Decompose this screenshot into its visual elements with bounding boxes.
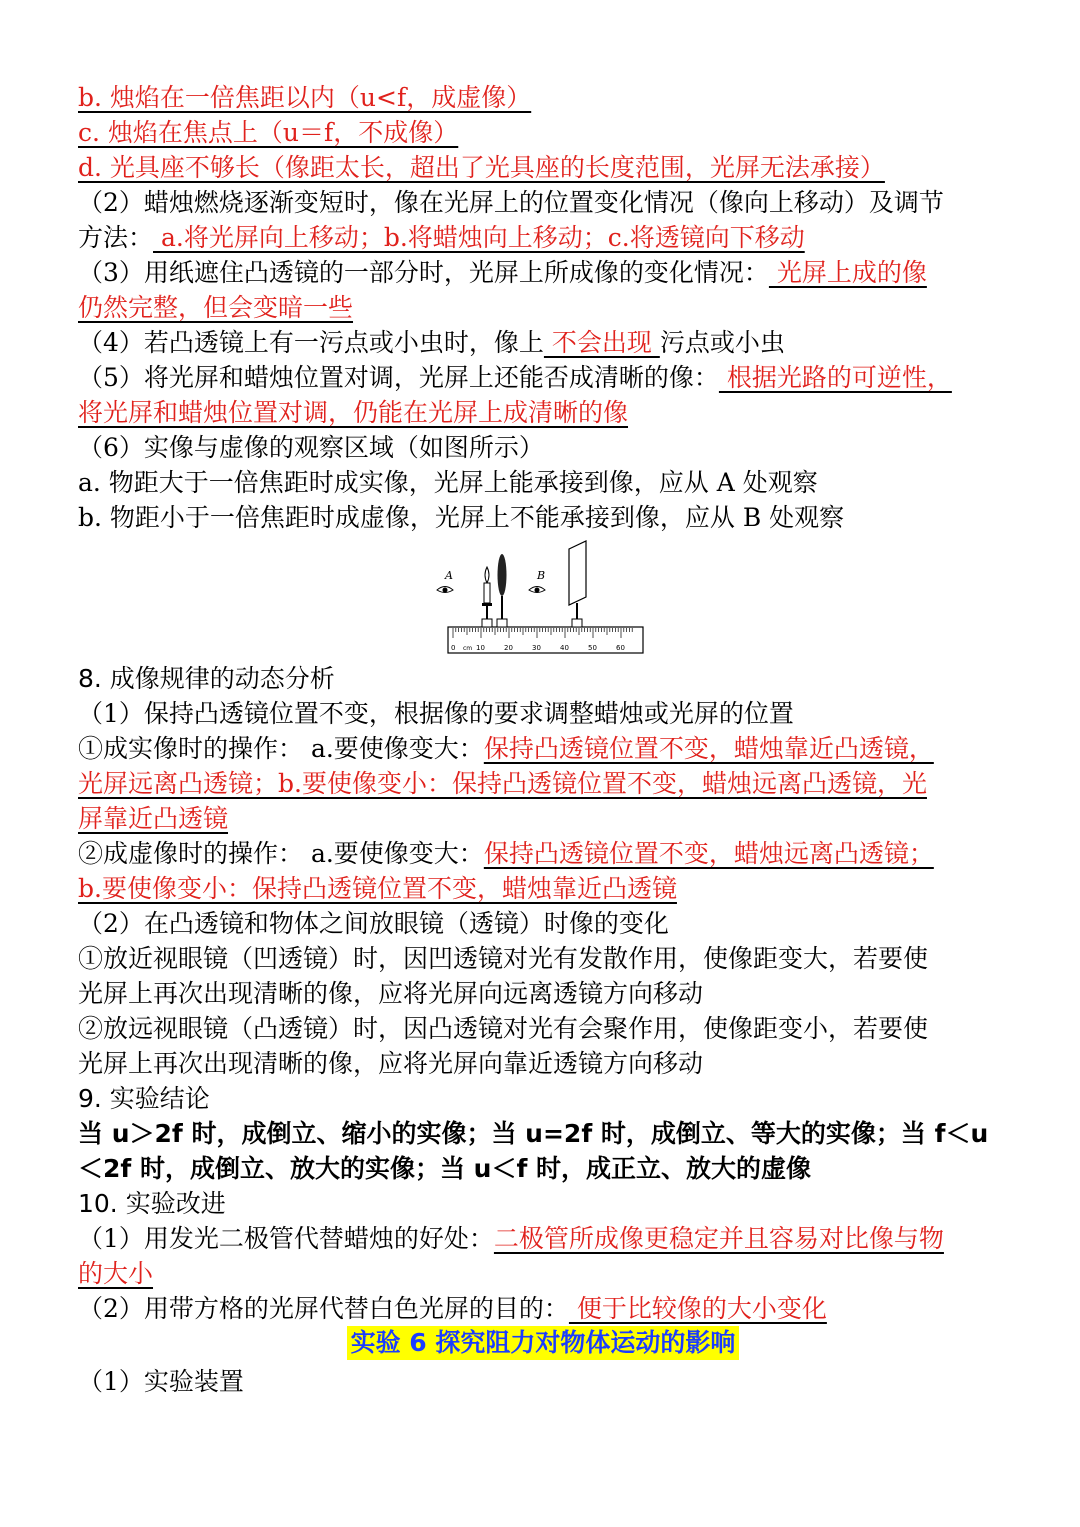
line-4 [78, 185, 1008, 220]
answer-text: 仍然完整，但会变暗一些 [78, 293, 354, 322]
tick-label: 50 [588, 644, 597, 652]
line-19 [78, 836, 1008, 871]
optical-bench-diagram [433, 539, 653, 657]
tick-label: 0 [451, 644, 456, 652]
body-text: a. 物距大于一倍焦距时成实像，光屏上能承接到像，应从 A 处观察 [78, 468, 818, 497]
tick-label: cm [463, 645, 473, 652]
line-13 [78, 500, 1008, 535]
line-17 [78, 766, 1008, 801]
line-27 [78, 1116, 1008, 1151]
answer-text: 便于比较像的大小变化 [568, 1294, 827, 1323]
flame-icon [485, 567, 489, 583]
experiment-title-row [78, 1326, 1008, 1364]
line-14 [78, 661, 1008, 696]
tick-label: 20 [504, 644, 513, 652]
tick-label: 60 [616, 644, 625, 652]
section-heading: 8. 成像规律的动态分析 [78, 664, 335, 693]
body-text: 污点或小虫 [659, 328, 785, 357]
candle [484, 583, 490, 603]
line-9 [78, 360, 1008, 395]
body-text: ②放远视眼镜（凸透镜）时，因凸透镜对光有会聚作用，使像距变小，若要使 [78, 1014, 929, 1043]
line-28 [78, 1151, 1008, 1186]
answer-text: b. 烛焰在一倍焦距以内（u<f，成虚像） [78, 83, 532, 112]
body-text: ①放近视眼镜（凹透镜）时，因凹透镜对光有发散作用，使像距变大，若要使 [78, 944, 929, 973]
label-b: B [537, 569, 546, 582]
light-screen [569, 541, 586, 605]
line-11 [78, 430, 1008, 465]
line-7 [78, 290, 1008, 325]
line-31 [78, 1256, 1008, 1291]
answer-text: 保持凸透镜位置不变，蜡烛靠近凸透镜， [483, 734, 934, 763]
answer-text: 屏靠近凸透镜 [78, 804, 229, 833]
line-23 [78, 976, 1008, 1011]
line-22 [78, 941, 1008, 976]
optical-bench-figure [78, 539, 1008, 659]
section-heading: 10. 实验改进 [78, 1189, 226, 1218]
answer-text: b.要使像变小：保持凸透镜位置不变，蜡烛靠近凸透镜 [78, 874, 677, 903]
answer-text: 光屏远离凸透镜；b.要使像变小：保持凸透镜位置不变，蜡烛远离凸透镜，光 [78, 769, 927, 798]
document-page [78, 80, 1008, 1399]
line-20 [78, 871, 1008, 906]
line-8 [78, 325, 1008, 360]
body-text: （2）在凸透镜和物体之间放眼镜（透镜）时像的变化 [78, 909, 669, 938]
conclusion-text: ＜2f 时，成倒立、放大的实像；当 u＜f 时，成正立、放大的虚像 [78, 1154, 812, 1183]
body-text: b. 物距小于一倍焦距时成虚像，光屏上不能承接到像，应从 B 处观察 [78, 503, 845, 532]
body-text: （2）蜡烛燃烧逐渐变短时，像在光屏上的位置变化情况（像向上移动）及调节 [78, 188, 944, 217]
line-25 [78, 1046, 1008, 1081]
line-18 [78, 801, 1008, 836]
label-a: A [445, 569, 453, 582]
tick-label: 10 [476, 644, 485, 652]
body-text: ①成实像时的操作： a.要使像变大： [78, 734, 484, 763]
answer-text: 光屏上成的像 [768, 258, 927, 287]
body-text: （1）用发光二极管代替蜡烛的好处： [78, 1224, 494, 1253]
body-text: 方法： [78, 223, 154, 252]
line-15 [78, 696, 1008, 731]
line-1 [78, 80, 1008, 115]
answer-text: 不会出现 [543, 328, 660, 357]
line-29 [78, 1186, 1008, 1221]
line-6 [78, 255, 1008, 290]
body-text: 光屏上再次出现清晰的像，应将光屏向靠近透镜方向移动 [78, 1049, 704, 1078]
section-heading: 9. 实验结论 [78, 1084, 210, 1113]
answer-text: 保持凸透镜位置不变，蜡烛远离凸透镜； [483, 839, 934, 868]
answer-text: a.将光屏向上移动；b.将蜡烛向上移动；c.将透镜向下移动 [153, 223, 805, 252]
line-10 [78, 395, 1008, 430]
answer-text: 的大小 [78, 1259, 154, 1288]
answer-text: c. 烛焰在焦点上（u＝f，不成像） [78, 118, 459, 147]
line-12 [78, 465, 1008, 500]
line-5 [78, 220, 1008, 255]
answer-text: 将光屏和蜡烛位置对调，仍能在光屏上成清晰的像 [78, 398, 629, 427]
line-26 [78, 1081, 1008, 1116]
convex-lens [498, 554, 507, 596]
tick-label: 40 [560, 644, 569, 652]
answer-text: 二极管所成像更稳定并且容易对比像与物 [493, 1224, 944, 1253]
body-text: （5）将光屏和蜡烛位置对调，光屏上还能否成清晰的像： [78, 363, 719, 392]
answer-text: d. 光具座不够长（像距太长，超出了光具座的长度范围，光屏无法承接） [78, 153, 885, 182]
line-24 [78, 1011, 1008, 1046]
line-21 [78, 906, 1008, 941]
body-text: （2）用带方格的光屏代替白色光屏的目的： [78, 1294, 569, 1323]
tick-label: 30 [532, 644, 541, 652]
body-text: （4）若凸透镜上有一污点或小虫时，像上 [78, 328, 544, 357]
body-text: （1）保持凸透镜位置不变，根据像的要求调整蜡烛或光屏的位置 [78, 699, 794, 728]
line-32 [78, 1291, 1008, 1326]
body-text: （1）实验装置 [78, 1367, 244, 1396]
body-text: ②成虚像时的操作： a.要使像变大： [78, 839, 484, 868]
line-30 [78, 1221, 1008, 1256]
experiment-title: 实验 6 探究阻力对物体运动的影响 [347, 1326, 740, 1360]
body-text: 光屏上再次出现清晰的像，应将光屏向远离透镜方向移动 [78, 979, 704, 1008]
line-16 [78, 731, 1008, 766]
body-text: （6）实像与虚像的观察区域（如图所示） [78, 433, 544, 462]
answer-text: 根据光路的可逆性， [718, 363, 952, 392]
line-2 [78, 115, 1008, 150]
conclusion-text: 当 u＞2f 时，成倒立、缩小的实像；当 u=2f 时，成倒立、等大的实像；当 f＜u [78, 1119, 989, 1148]
line-33 [78, 1364, 1008, 1399]
line-3 [78, 150, 1008, 185]
body-text: （3）用纸遮住凸透镜的一部分时，光屏上所成像的变化情况： [78, 258, 769, 287]
